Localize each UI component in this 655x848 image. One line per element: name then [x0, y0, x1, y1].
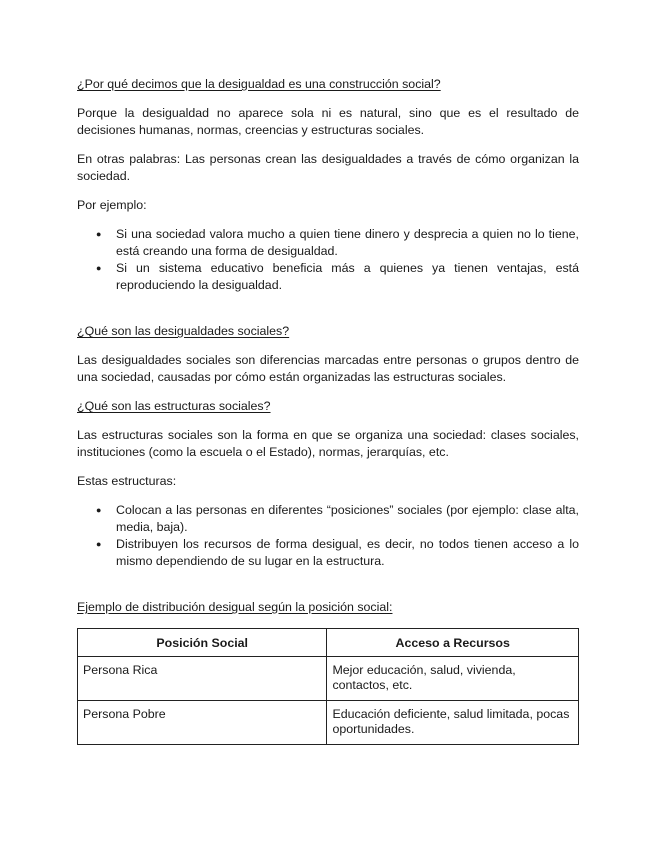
- column-header: Acceso a Recursos: [327, 629, 579, 657]
- distribution-table: [77, 628, 579, 745]
- table-cell: Persona Rica: [78, 657, 327, 701]
- table-cell: Persona Pobre: [78, 701, 327, 745]
- list-item: ● Distribuyen los recursos de forma desigual, es decir, no todos tienen acceso a lo mismo dependiendo de su lugar en la estructura.: [116, 536, 579, 570]
- section-heading-construccion-social: ¿Por qué decimos que la desigualdad es una construcción social?: [77, 77, 441, 91]
- bullet-list: [77, 502, 579, 570]
- list-item: ● Colocan a las personas en diferentes “posiciones” sociales (por ejemplo: clase alta, media, baja).: [116, 502, 579, 536]
- table-cell: Educación deficiente, salud limitada, pocas oportunidades.: [327, 701, 579, 745]
- list-item: ● Si una sociedad valora mucho a quien tiene dinero y desprecia a quien no lo tiene, está creando una forma de desigualdad.: [116, 226, 579, 260]
- paragraph: Porque la desigualdad no aparece sola ni es natural, sino que es el resultado de decisiones humanas, normas, creencias y estructuras sociales.: [77, 106, 579, 137]
- list-item: ● Si un sistema educativo beneficia más a quienes ya tienen ventajas, está reproduciendo la desigualdad.: [116, 260, 579, 294]
- table-cell: Mejor educación, salud, vivienda, contactos, etc.: [327, 657, 579, 701]
- paragraph: Las estructuras sociales son la forma en que se organiza una sociedad: clases sociales, instituciones (como la escuela o el Estado), normas, jerarquías, etc.: [77, 428, 579, 459]
- paragraph: Las desigualdades sociales son diferencias marcadas entre personas o grupos dentro de una sociedad, causadas por cómo están organizadas las estructuras sociales.: [77, 353, 579, 384]
- table-row: [78, 657, 579, 701]
- section-heading-desigualdades-sociales: ¿Qué son las desigualdades sociales?: [77, 324, 290, 338]
- paragraph: En otras palabras: Las personas crean las desigualdades a través de cómo organizan la sociedad.: [77, 152, 579, 183]
- section-heading-estructuras-sociales: ¿Qué son las estructuras sociales?: [77, 399, 271, 413]
- table-header-row: [78, 629, 579, 657]
- table-row: [78, 701, 579, 745]
- document-page: [77, 76, 579, 745]
- paragraph: Estas estructuras:: [77, 474, 177, 488]
- spacer: [77, 306, 579, 323]
- paragraph: Por ejemplo:: [77, 198, 147, 212]
- spacer: [77, 582, 579, 599]
- bullet-list: [77, 226, 579, 294]
- table-heading: Ejemplo de distribución desigual según la posición social:: [77, 600, 393, 614]
- column-header: Posición Social: [78, 629, 327, 657]
